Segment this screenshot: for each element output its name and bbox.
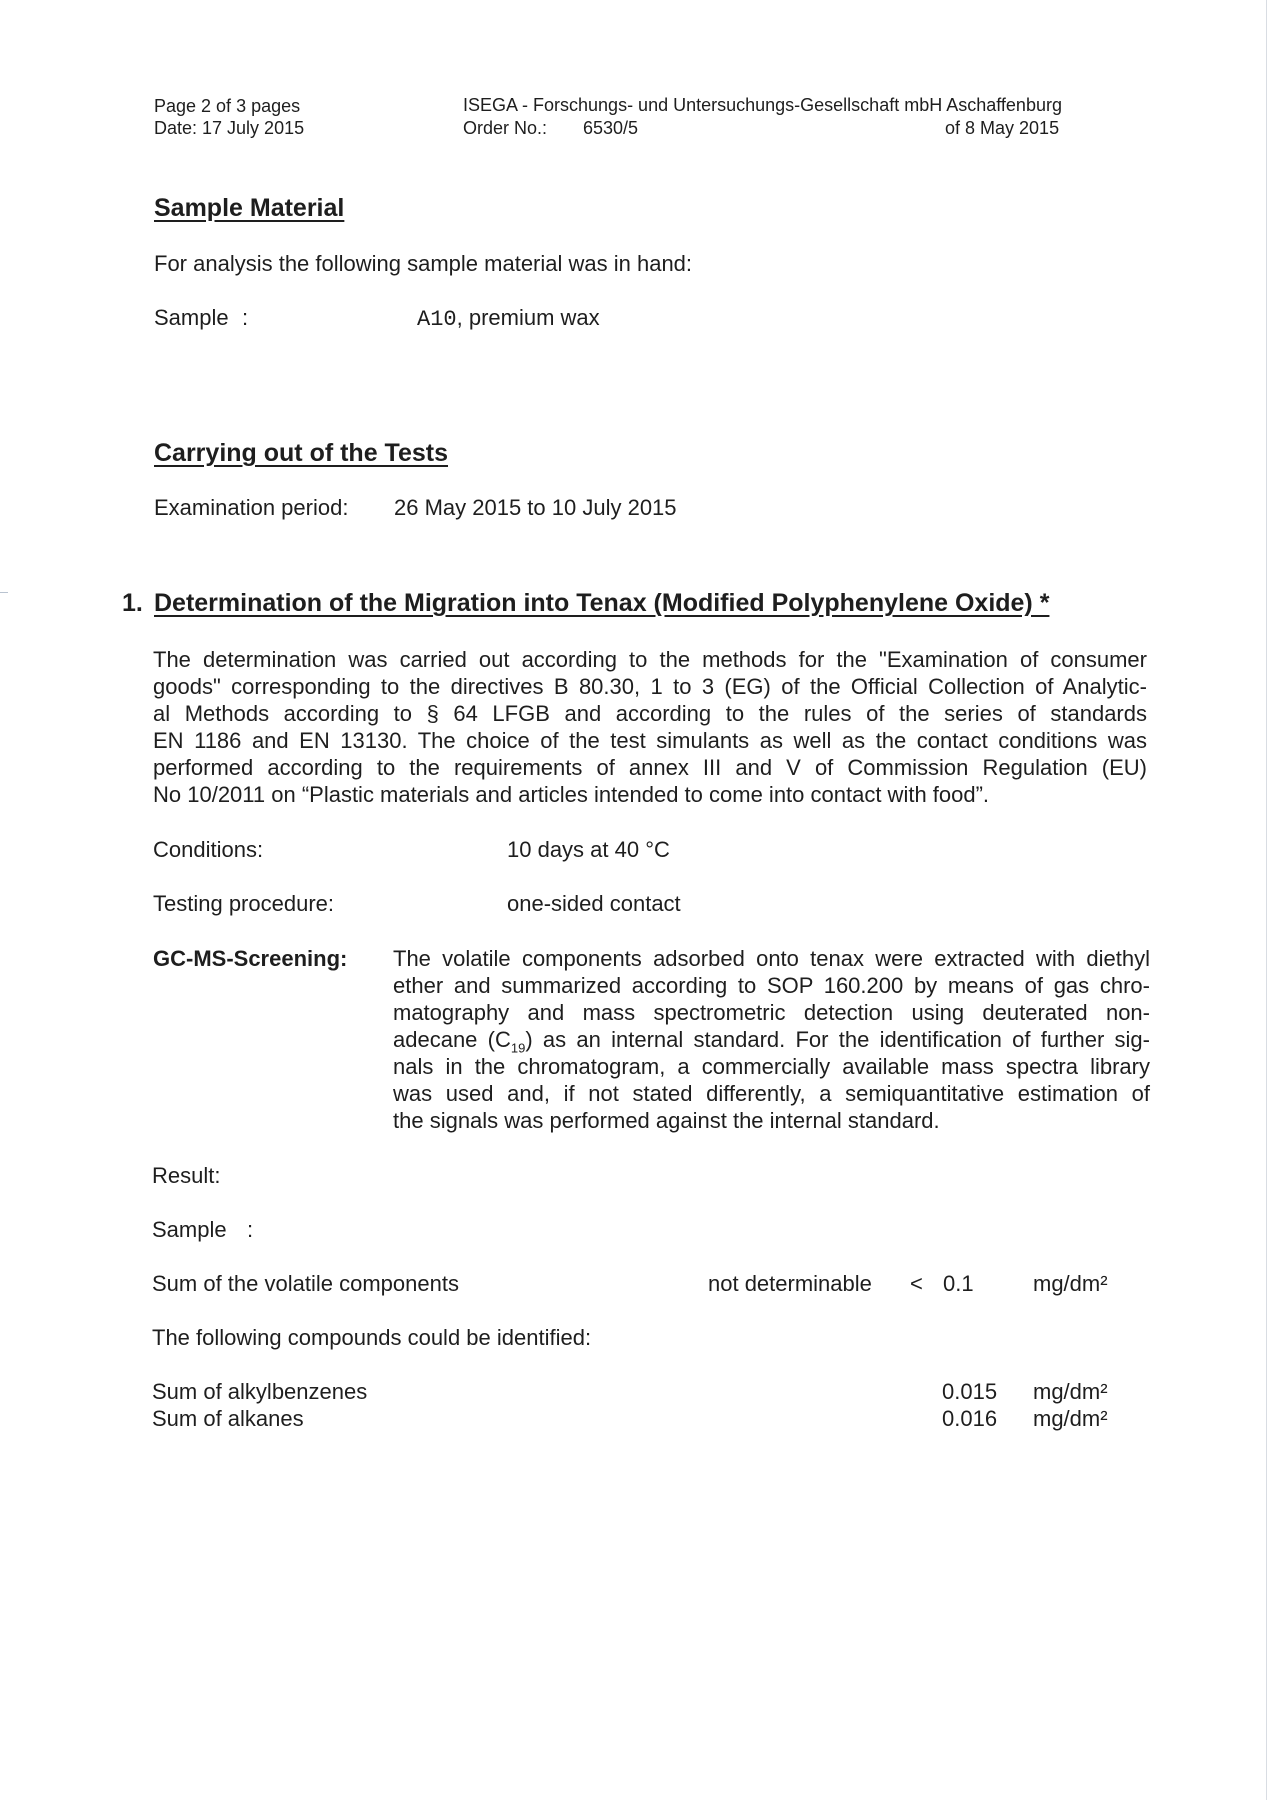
page-edge-line [1266,0,1267,1800]
volatile-unit: mg/dm² [1033,1271,1108,1296]
report-date: Date: 17 July 2015 [154,118,305,138]
sample-description: , premium wax [456,305,600,330]
sample-colon: : [242,305,249,330]
section-heading: Determination of the Migration into Tenax (Modified Polyphenylene Oxide) * [154,589,1050,617]
paragraph-line: The determination was carried out according to the methods for the "Examination of consumer [153,647,1147,672]
gcms-line: The volatile components adsorbed onto tenax were extracted with diethyl [393,946,1150,971]
compounds-intro: The following compounds could be identified: [152,1325,592,1350]
gcms-line-end: ) as an internal standard. For the identification of further sig- [525,1027,1150,1052]
result-sample-label: Sample [152,1217,227,1242]
method-paragraph [153,646,1147,808]
volatile-name: Sum of the volatile components [152,1271,459,1296]
paragraph-line: EN 1186 and EN 13130. The choice of the test simulants as well as the contact conditions was [153,728,1147,753]
result-label: Result: [152,1163,221,1188]
section-number: 1. [122,589,143,617]
institute-name: ISEGA - Forschungs- und Untersuchungs-Gesellschaft mbH Aschaffenburg [463,95,1062,115]
page-edge-mark [0,592,8,593]
gcms-line: the signals was performed against the internal standard. [393,1108,940,1133]
compound-value: 0.015 [942,1379,998,1404]
volatile-status: not determinable [708,1271,872,1296]
gcms-line: matography and mass spectrometric detection using deuterated non- [393,1000,1150,1025]
gcms-line-start: adecane (C [393,1027,511,1052]
result-sample-colon: : [247,1217,254,1242]
conditions-value: 10 days at 40 °C [507,837,670,862]
sample-material-heading: Sample Material [154,194,345,222]
order-date: of 8 May 2015 [945,118,1060,138]
compound-unit: mg/dm² [1033,1406,1108,1431]
volatile-operator: < [910,1271,923,1296]
gcms-line: nals in the chromatogram, a commercially available mass spectra library [393,1054,1150,1079]
sample-value [417,304,600,333]
sample-code: A10 [417,307,457,332]
examination-period-label: Examination period: [154,495,349,520]
gcms-paragraph [393,945,1150,1134]
compound-value: 0.016 [942,1406,998,1431]
compound-unit: mg/dm² [1033,1379,1108,1404]
page-number: Page 2 of 3 pages [154,96,301,116]
gcms-line: ether and summarized according to SOP 160.200 by means of gas chro- [393,973,1150,998]
compound-name: Sum of alkanes [152,1406,304,1431]
paragraph-line: performed according to the requirements of annex III and V of Commission Regulation (EU) [153,755,1147,780]
examination-period-value: 26 May 2015 to 10 July 2015 [394,495,677,520]
paragraph-line: No 10/2011 on “Plastic materials and articles intended to come into contact with food”. [153,782,990,807]
paragraph-line: goods" corresponding to the directives B 80.30, 1 to 3 (EG) of the Official Collection of Analytic- [153,674,1147,699]
volatile-value: 0.1 [943,1271,974,1296]
carbon-subscript: 19 [510,1040,526,1056]
tests-heading: Carrying out of the Tests [154,439,449,467]
gcms-label: GC-MS-Screening: [153,946,348,971]
compound-name: Sum of alkylbenzenes [152,1379,368,1404]
gcms-line: was used and, if not stated differently, a semiquantitative estimation of [393,1081,1150,1106]
order-label: Order No.: [463,118,548,138]
order-number: 6530/5 [583,118,639,138]
procedure-value: one-sided contact [507,891,681,916]
sample-label: Sample [154,305,229,330]
sample-material-intro: For analysis the following sample material was in hand: [154,251,693,276]
paragraph-line: al Methods according to § 64 LFGB and according to the rules of the series of standards [153,701,1147,726]
gcms-line [393,1026,1150,1056]
procedure-label: Testing procedure: [153,891,334,916]
conditions-label: Conditions: [153,837,264,862]
